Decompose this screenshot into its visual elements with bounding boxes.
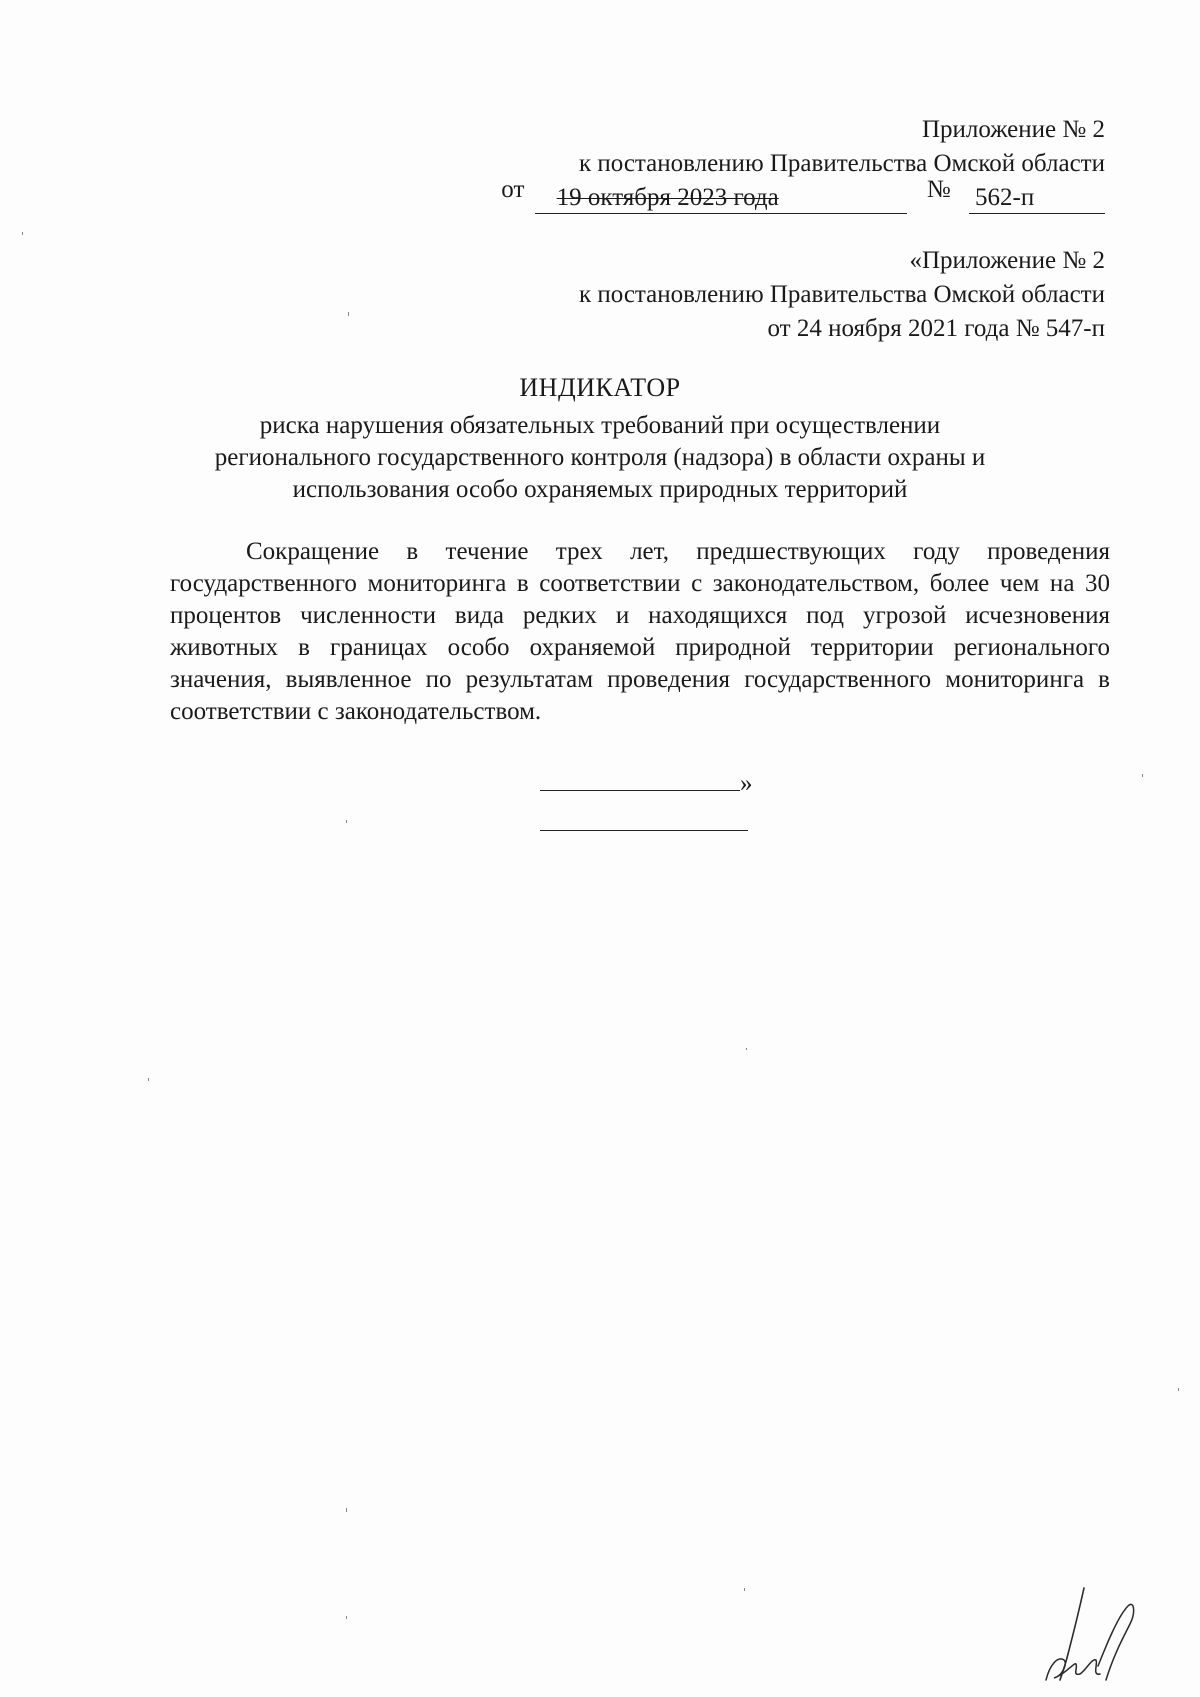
resolution-date-row: [501, 176, 1105, 215]
closing-underline: [540, 768, 740, 791]
date-prefix: от: [501, 176, 525, 203]
previous-appendix-title: «Приложение № 2: [909, 247, 1105, 274]
signature-initials: [1040, 1576, 1140, 1686]
scan-speck: [346, 820, 347, 823]
resolution-date-field: [535, 183, 907, 214]
document-title: ИНДИКАТОР: [519, 373, 681, 402]
previous-resolution-date: от 24 ноября 2021 года № 547-п: [767, 315, 1105, 342]
scan-speck: [348, 312, 349, 316]
closing-line: [540, 768, 753, 799]
resolution-date: 19 октября 2023 года: [556, 184, 779, 211]
subtitle-line: использования особо охраняемых природных территорий: [292, 476, 908, 503]
scan-speck: [346, 1616, 347, 1619]
scan-speck: [746, 1048, 747, 1050]
resolution-number: 562-п: [975, 184, 1035, 211]
resolution-number-field: [969, 183, 1105, 214]
subtitle-line: риска нарушения обязательных требований при осуществлении: [259, 412, 941, 439]
scan-speck: [1178, 1388, 1179, 1391]
closing-quote: »: [740, 770, 753, 797]
scan-speck: [346, 1508, 347, 1512]
number-prefix: №: [926, 176, 951, 203]
scan-speck: [1142, 774, 1143, 777]
resolution-reference: к постановлению Правительства Омской области: [578, 150, 1105, 177]
scan-speck: [22, 232, 23, 235]
closing-rule: [540, 830, 748, 831]
previous-resolution-reference: к постановлению Правительства Омской области: [578, 281, 1105, 308]
indicator-paragraph: Сокращение в течение трех лет, предшествующих году проведения государственного мониторинга в соответствии с законодательством, более чем на 30 процентов численности вида редких и находящихся под угрозой исчезновения животных в границах особо охраняемой природной территории регионального значения, выявленное по результатам проведения государственного мониторинга в соответствии с законодательством.: [170, 538, 1110, 725]
scan-speck: [148, 1078, 149, 1081]
title-block: [140, 372, 1060, 506]
subtitle-line: регионального государственного контроля (надзора) в области охраны и: [214, 444, 986, 471]
appendix-title: Приложение № 2: [921, 116, 1105, 143]
scan-speck: [744, 1588, 745, 1591]
